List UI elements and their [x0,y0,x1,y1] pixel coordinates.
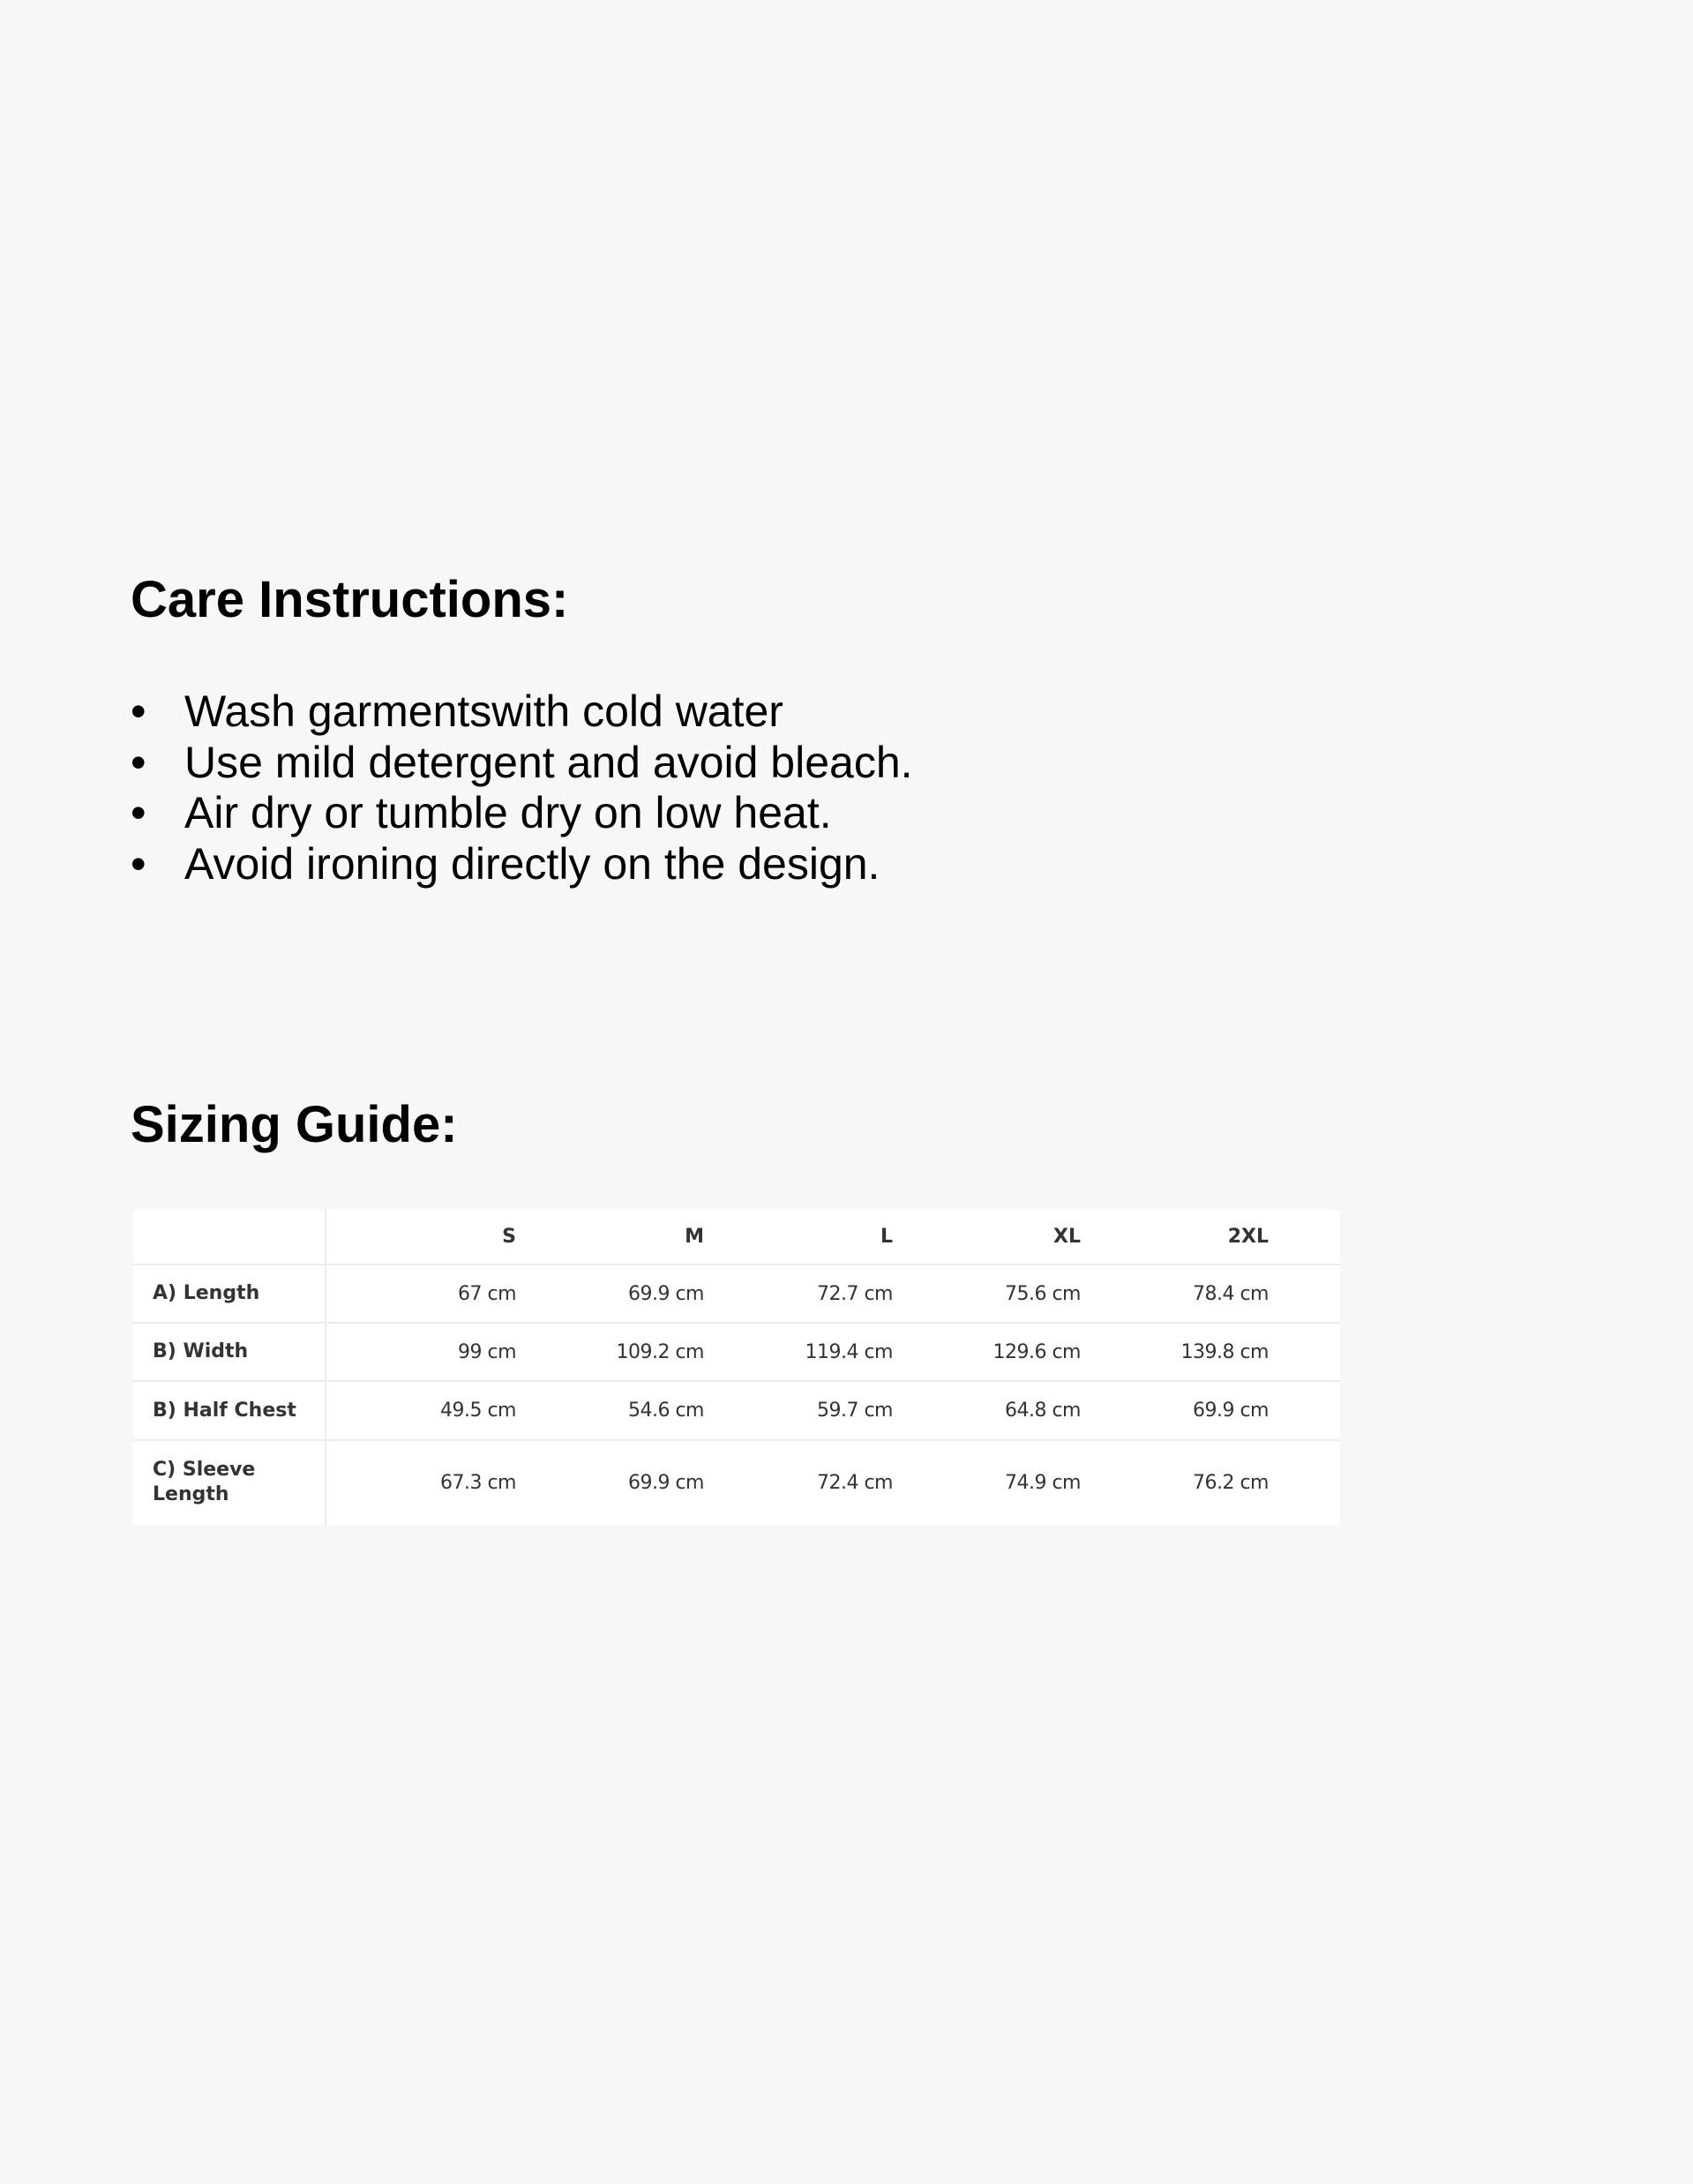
care-item [131,738,913,789]
table-row [133,1440,1340,1525]
table-padding-cell [1269,1265,1340,1323]
table-cell: 49.5 cm [326,1381,516,1439]
table-cell: 75.6 cm [893,1265,1081,1323]
care-instructions-heading: Care Instructions: [131,571,569,628]
bullet-icon: • [131,737,146,787]
table-cell: 119.4 cm [704,1323,893,1381]
table-padding-cell [1269,1210,1340,1265]
care-item-text: Air dry or tumble dry on low heat. [184,788,832,837]
care-item [131,788,913,839]
table-cell: 67 cm [326,1265,516,1323]
table-cell: 64.8 cm [893,1381,1081,1439]
table-cell: 129.6 cm [893,1323,1081,1381]
care-item [131,687,913,738]
table-corner-cell [133,1210,326,1265]
column-header-2xl: 2XL [1081,1210,1269,1265]
care-item-text: Use mild detergent and avoid bleach. [184,737,913,787]
table-cell: 72.4 cm [816,1471,893,1494]
table-cell: 76.2 cm [1192,1471,1269,1494]
row-label: A) Length [133,1265,326,1323]
table-cell: 78.4 cm [1081,1265,1269,1323]
table-cell: 99 cm [326,1323,516,1381]
bullet-icon: • [131,838,146,889]
table-header-row [133,1210,1340,1265]
bullet-icon: • [131,687,146,736]
table-cell: 67.3 cm [439,1471,516,1494]
table-row [133,1265,1340,1323]
bullet-icon: • [131,788,146,837]
care-item [131,839,913,890]
care-instructions-list [131,687,913,889]
column-header-m: M [516,1210,704,1265]
table-cell: 69.9 cm [627,1471,704,1494]
table-cell: 74.9 cm [1004,1471,1081,1494]
table-cell: 69.9 cm [516,1265,704,1323]
row-label: C) Sleeve Length [133,1440,326,1525]
row-label: B) Half Chest [133,1381,326,1439]
table-row [133,1381,1340,1439]
table-cell: 72.7 cm [704,1265,893,1323]
care-item-text: Avoid ironing directly on the design. [184,838,880,889]
table-cell: 54.6 cm [516,1381,704,1439]
table-cell: 109.2 cm [516,1323,704,1381]
table-padding-cell [1269,1440,1340,1525]
sizing-guide-heading: Sizing Guide: [131,1096,458,1153]
care-item-text: Wash garmentswith cold water [184,687,783,736]
table-cell: 139.8 cm [1081,1323,1269,1381]
table-padding-cell [1269,1323,1340,1381]
table-cell: 59.7 cm [704,1381,893,1439]
column-header-l: L [704,1210,893,1265]
column-header-xl: XL [893,1210,1081,1265]
table-padding-cell [1269,1381,1340,1439]
table-cell: 69.9 cm [1081,1381,1269,1439]
row-label: B) Width [133,1323,326,1381]
table-row [133,1323,1340,1381]
sizing-table [133,1210,1340,1525]
sizing-table-container [133,1210,1340,1525]
column-header-s: S [326,1210,516,1265]
